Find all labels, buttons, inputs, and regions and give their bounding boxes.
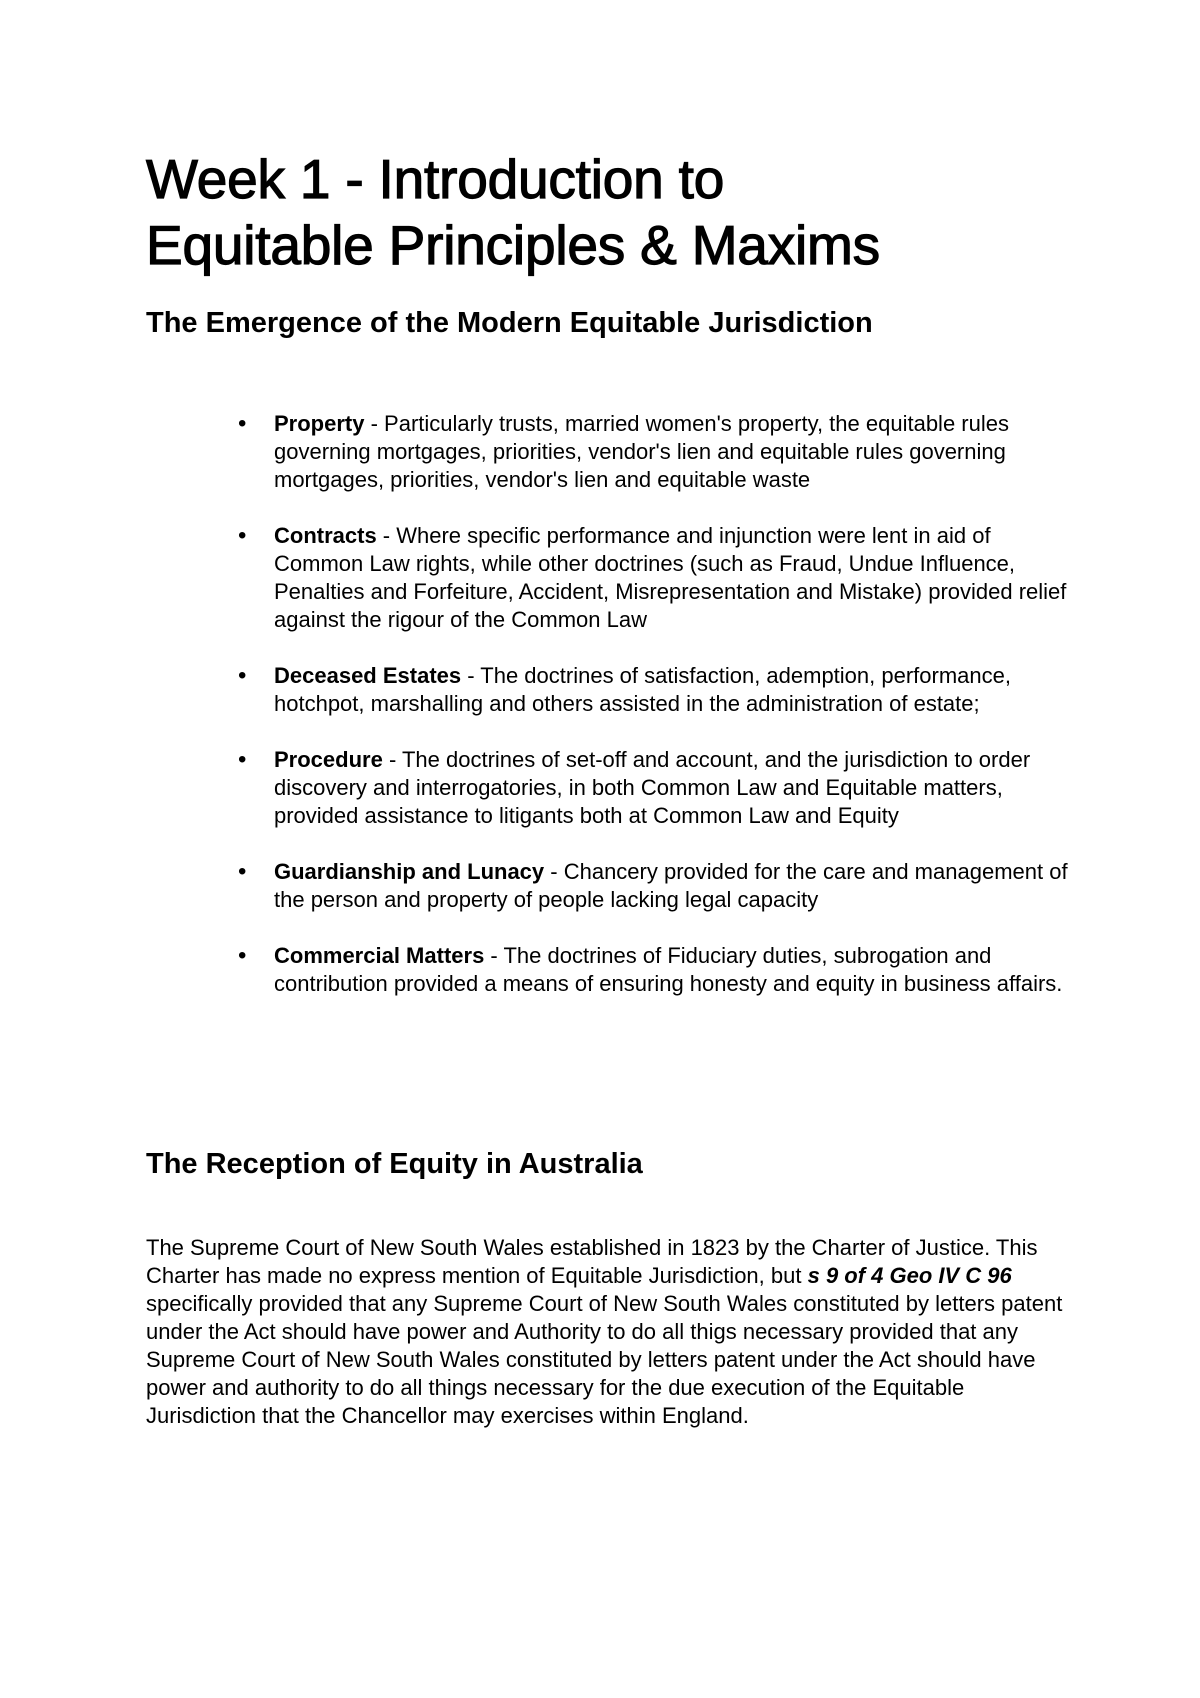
bullet-icon: • bbox=[238, 858, 247, 885]
statute-citation: s 9 of 4 Geo IV C 96 bbox=[807, 1263, 1012, 1288]
reception-paragraph bbox=[146, 1234, 1066, 1430]
list-item-deceased-estates bbox=[146, 662, 1074, 718]
topic-term: Property bbox=[274, 411, 365, 436]
topic-description: - Chancery provided for the care and management of the person and property of people lacking legal capacity bbox=[274, 859, 1068, 912]
list-item-guardianship bbox=[146, 858, 1074, 914]
paragraph-text-after: specifically provided that any Supreme Court of New South Wales constituted by letters patent under the Act should have power and Authority to do all thigs necessary provided that any Supreme Court of New South Wales constituted by letters patent under the Act should have power and authority to do all things necessary for the due execution of the Equitable Jurisdiction that the Chancellor may exercises within England. bbox=[146, 1291, 1063, 1428]
bullet-icon: • bbox=[238, 522, 247, 549]
bullet-icon: • bbox=[238, 942, 247, 969]
page-title-line-2: Equitable Principles & Maxims bbox=[146, 214, 880, 276]
section-heading-emergence: The Emergence of the Modern Equitable Jurisdiction bbox=[146, 307, 873, 339]
list-item-commercial-matters bbox=[146, 942, 1074, 998]
topic-term: Deceased Estates bbox=[274, 663, 462, 688]
list-item-contracts bbox=[146, 522, 1074, 634]
topic-description: - The doctrines of set-off and account, and the jurisdiction to order discovery and interrogatories, in both Common Law and Equitable matters, provided assistance to litigants both at Common Law and Equity bbox=[274, 747, 1031, 828]
bullet-icon: • bbox=[238, 410, 247, 437]
bullet-icon: • bbox=[238, 662, 247, 689]
document-page bbox=[146, 0, 1066, 1698]
topic-term: Procedure bbox=[274, 747, 383, 772]
paragraph-text-before: The Supreme Court of New South Wales established in 1823 by the Charter of Justice. This Charter has made no express mention of Equitable Jurisdiction, but bbox=[146, 1235, 1038, 1288]
topic-description: - Particularly trusts, married women's property, the equitable rules governing mortgages, priorities, vendor's lien and equitable rules governing mortgages, priorities, vendor's lien and equitable waste bbox=[274, 411, 1009, 492]
list-item-procedure bbox=[146, 746, 1074, 830]
topic-term: Commercial Matters bbox=[274, 943, 485, 968]
page-title-line-1: Week 1 - Introduction to bbox=[146, 148, 725, 210]
page-title bbox=[146, 146, 1066, 278]
topic-description: - Where specific performance and injunction were lent in aid of Common Law rights, while other doctrines (such as Fraud, Undue Influence, Penalties and Forfeiture, Accident, Misrepresentation and Mistake) provided relief against the rigour of the Common Law bbox=[274, 523, 1067, 632]
topic-description: - The doctrines of satisfaction, ademption, performance, hotchpot, marshalling and others assisted in the administration of estate; bbox=[274, 663, 1011, 716]
jurisdiction-topic-list bbox=[146, 410, 1066, 1026]
section-heading-reception: The Reception of Equity in Australia bbox=[146, 1148, 643, 1180]
bullet-icon: • bbox=[238, 746, 247, 773]
topic-description: - The doctrines of Fiduciary duties, subrogation and contribution provided a means of ensuring honesty and equity in business affairs. bbox=[274, 943, 1063, 996]
topic-term: Contracts bbox=[274, 523, 377, 548]
topic-term: Guardianship and Lunacy bbox=[274, 859, 545, 884]
list-item-property bbox=[146, 410, 1074, 494]
